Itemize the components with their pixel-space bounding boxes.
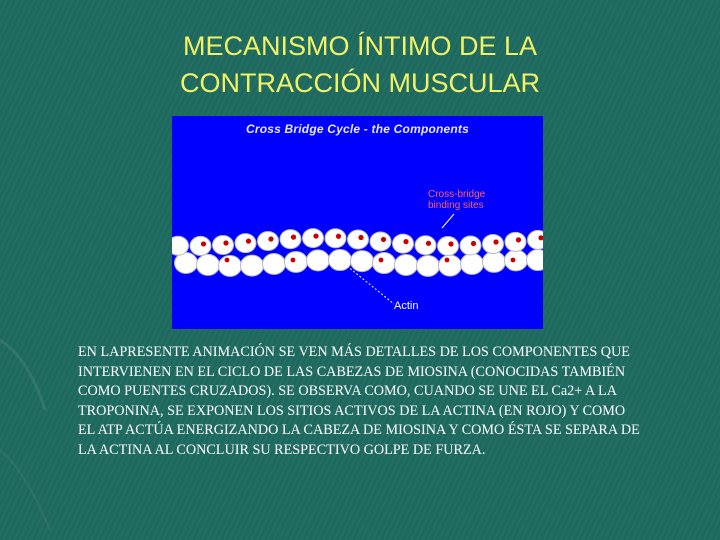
- actin-bead: [263, 254, 286, 275]
- binding-site-dot: [511, 258, 516, 263]
- binding-site-dot: [291, 235, 296, 240]
- actin-bead: [461, 253, 484, 274]
- background-streaks: [0, 300, 60, 540]
- actin-bead: [241, 255, 264, 276]
- binding-site-dot: [516, 237, 521, 242]
- actin-bead: [527, 250, 544, 271]
- binding-site-dot: [313, 233, 318, 238]
- binding-site-dot: [358, 235, 363, 240]
- binding-site-dot: [471, 241, 476, 246]
- actin-bead: [483, 235, 504, 254]
- binding-sites-label: Cross-bridge binding sites: [428, 189, 486, 211]
- binding-site-dot: [379, 258, 384, 263]
- actin-bead: [415, 236, 436, 255]
- binding-site-dot: [381, 237, 386, 242]
- actin-bead: [370, 232, 391, 251]
- actin-bead: [483, 251, 506, 272]
- actin-bead: [438, 236, 459, 255]
- actin-bead: [307, 250, 330, 271]
- actin-bead: [213, 235, 234, 254]
- binding-site-dot: [445, 258, 450, 263]
- actin-bead: [460, 236, 481, 255]
- figure-title: Cross Bridge Cycle - the Components: [245, 122, 470, 136]
- actin-label: Actin: [394, 300, 419, 312]
- cross-bridge-figure: [172, 116, 543, 329]
- binding-site-dot: [223, 240, 228, 245]
- actin-bead: [505, 250, 528, 271]
- binding-site-dot: [448, 241, 453, 246]
- actin-bead: [348, 230, 369, 249]
- binding-site-dot: [246, 239, 251, 244]
- binding-site-dot: [493, 239, 498, 244]
- actin-bead: [172, 236, 189, 255]
- binding-site-dot: [225, 258, 230, 263]
- actin-bead: [351, 251, 374, 272]
- slide-title: [60, 28, 660, 102]
- binding-site-dot: [426, 241, 431, 246]
- actin-bead: [393, 234, 414, 253]
- binding-site-dot: [268, 236, 273, 241]
- actin-bead: [417, 255, 440, 276]
- actin-bead: [285, 251, 308, 272]
- actin-bead: [395, 254, 418, 275]
- actin-bead: [505, 232, 526, 251]
- actin-bead: [303, 229, 324, 248]
- binding-sites-leader-line: [442, 214, 454, 228]
- actin-bead: [258, 231, 279, 250]
- actin-bead: [219, 255, 242, 276]
- slide-title-line-2: CONTRACCIÓN MUSCULAR: [179, 68, 541, 98]
- actin-filament-drawing: [172, 116, 543, 329]
- actin-bead: [197, 254, 220, 275]
- binding-site-dot: [403, 239, 408, 244]
- actin-bead: [235, 234, 256, 253]
- actin-bead: [373, 253, 396, 274]
- body-text: EN LAPRESENTE ANIMACIÓN SE VEN MÁS DETALLES DE LOS COMPONENTES QUE INTERVIENEN EN EL CICLO DE LAS CABEZAS DE MIOSINA (CONOCIDAS TAMBIÉN COMO PUENTES CRUZADOS). SE OBSERVA COMO, CUANDO SE UNE EL Ca2+ A LA TROPONINA, SE EXPONEN LOS SITIOS ACTIVOS DE LA ACTINA (EN ROJO) Y COMO EL ATP ACTÚA ENERGIZANDO LA CABEZA DE MIOSINA Y COMO ÉSTA SE SEPARA DE LA ACTINA AL CONCLUIR SU RESPECTIVO GOLPE DE FURZA.: [78, 344, 640, 458]
- actin-bead: [190, 236, 211, 255]
- actin-bead: [325, 229, 346, 248]
- slide-title-line-1: MECANISMO ÍNTIMO DE LA: [182, 31, 538, 61]
- actin-bead: [439, 255, 462, 276]
- actin-bead: [280, 230, 301, 249]
- binding-site-dot: [201, 241, 206, 246]
- binding-site-dot: [291, 258, 296, 263]
- binding-site-dot: [336, 234, 341, 239]
